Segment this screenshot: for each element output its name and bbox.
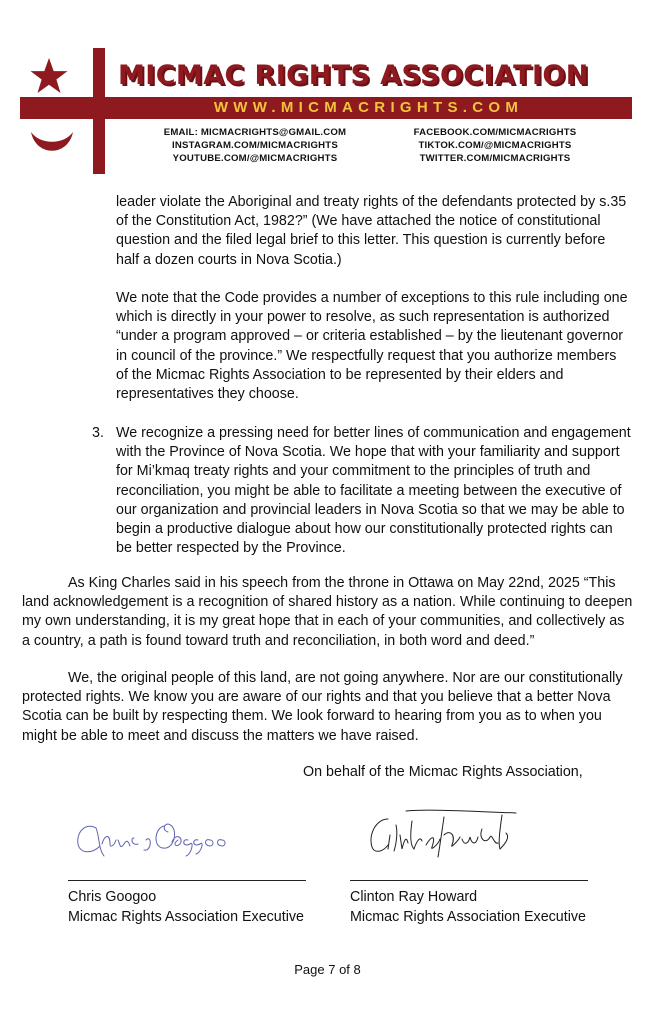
contacts-right [395, 126, 595, 166]
signature-chris-googoo [72, 810, 242, 862]
facebook-link[interactable]: FACEBOOK.COM/MICMACRIGHTS [413, 127, 577, 138]
twitter-link[interactable]: TWITTER.COM/MICMACRIGHTS [419, 153, 571, 165]
email-link[interactable]: EMAIL: MICMACRIGHTS@GMAIL.COM [163, 127, 347, 138]
continuation-paragraph: leader violate the Aboriginal and treaty rights of the defendants protected by s.35 of the Constitution Act, 1982?” (We have attached the notice of constitutional question and the filed legal brief to this letter. This question is currently before half a dozen courts in Nova Scotia.) [116, 194, 627, 268]
tiktok-link[interactable]: TIKTOK.COM/@MICMACRIGHTS [418, 140, 572, 152]
youtube-link[interactable]: YOUTUBE.COM/@MICMACRIGHTS [172, 153, 338, 165]
organization-title: MICMAC RIGHTS ASSOCIATION [118, 60, 589, 91]
page-number: Page 7 of 8 [294, 962, 361, 977]
exceptions-paragraph: We note that the Code provides a number of exceptions to this rule including one which is directly in your power to resolve, as such representation is authorized “under a program approved – or criteria established – by the lieutenant governor in council of the province.” We respectfully request that you authorize members of the Micmac Rights Association to be represented by their elders and representatives they choose. [116, 290, 628, 403]
king-charles-paragraph: As King Charles said in his speech from the throne in Ottawa on May 22nd, 2025 “This land acknowledgement is a recognition of shared history as a nation. While continuing to deepen my own understanding, it is my great hope that in each of your communities, and collectively as a country, a path is found toward truth and reconciliation, in both word and deed.” [22, 575, 633, 649]
list-item-text: We recognize a pressing need for better lines of communication and engagement with the Province of Nova Scotia. We hope that with your familiarity and support for Mi’kmaq treaty rights and your commitment to the principles of truth and reconciliation, you might be able to facilitate a meeting between the executive of our organization and provincial leaders in Nova Scotia so that we may be able to begin a productive dialogue about how our constitutionally protected rights can be better respected by the Province. [116, 425, 631, 557]
signature-line-left [68, 880, 306, 881]
signature-clinton-ray-howard [366, 805, 534, 863]
signatory-title-right: Micmac Rights Association Executive [350, 909, 586, 925]
signatory-title-left: Micmac Rights Association Executive [68, 909, 304, 925]
website-url[interactable]: WWW.MICMACRIGHTS.COM [213, 99, 524, 116]
letterhead [0, 0, 655, 180]
instagram-link[interactable]: INSTAGRAM.COM/MICMACRIGHTS [172, 140, 338, 152]
signature-line-right [350, 880, 588, 881]
contacts-left [150, 126, 360, 166]
star-icon [29, 57, 69, 95]
closing-paragraph: We, the original people of this land, are not going anywhere. Nor are our constitutionally protected rights. We know you are aware of our rights and that you believe that a better Nova Scotia can be built by respecting them. We look forward to hearing from you as to when you might be able to meet and discuss the matters we have raised. [22, 670, 623, 744]
closing-line: On behalf of the Micmac Rights Association, [303, 764, 583, 780]
signatory-name-right: Clinton Ray Howard [350, 889, 478, 905]
crescent-moon-icon [30, 131, 74, 157]
signatory-name-left: Chris Googoo [68, 889, 157, 905]
list-item-number: 3. [92, 425, 104, 441]
